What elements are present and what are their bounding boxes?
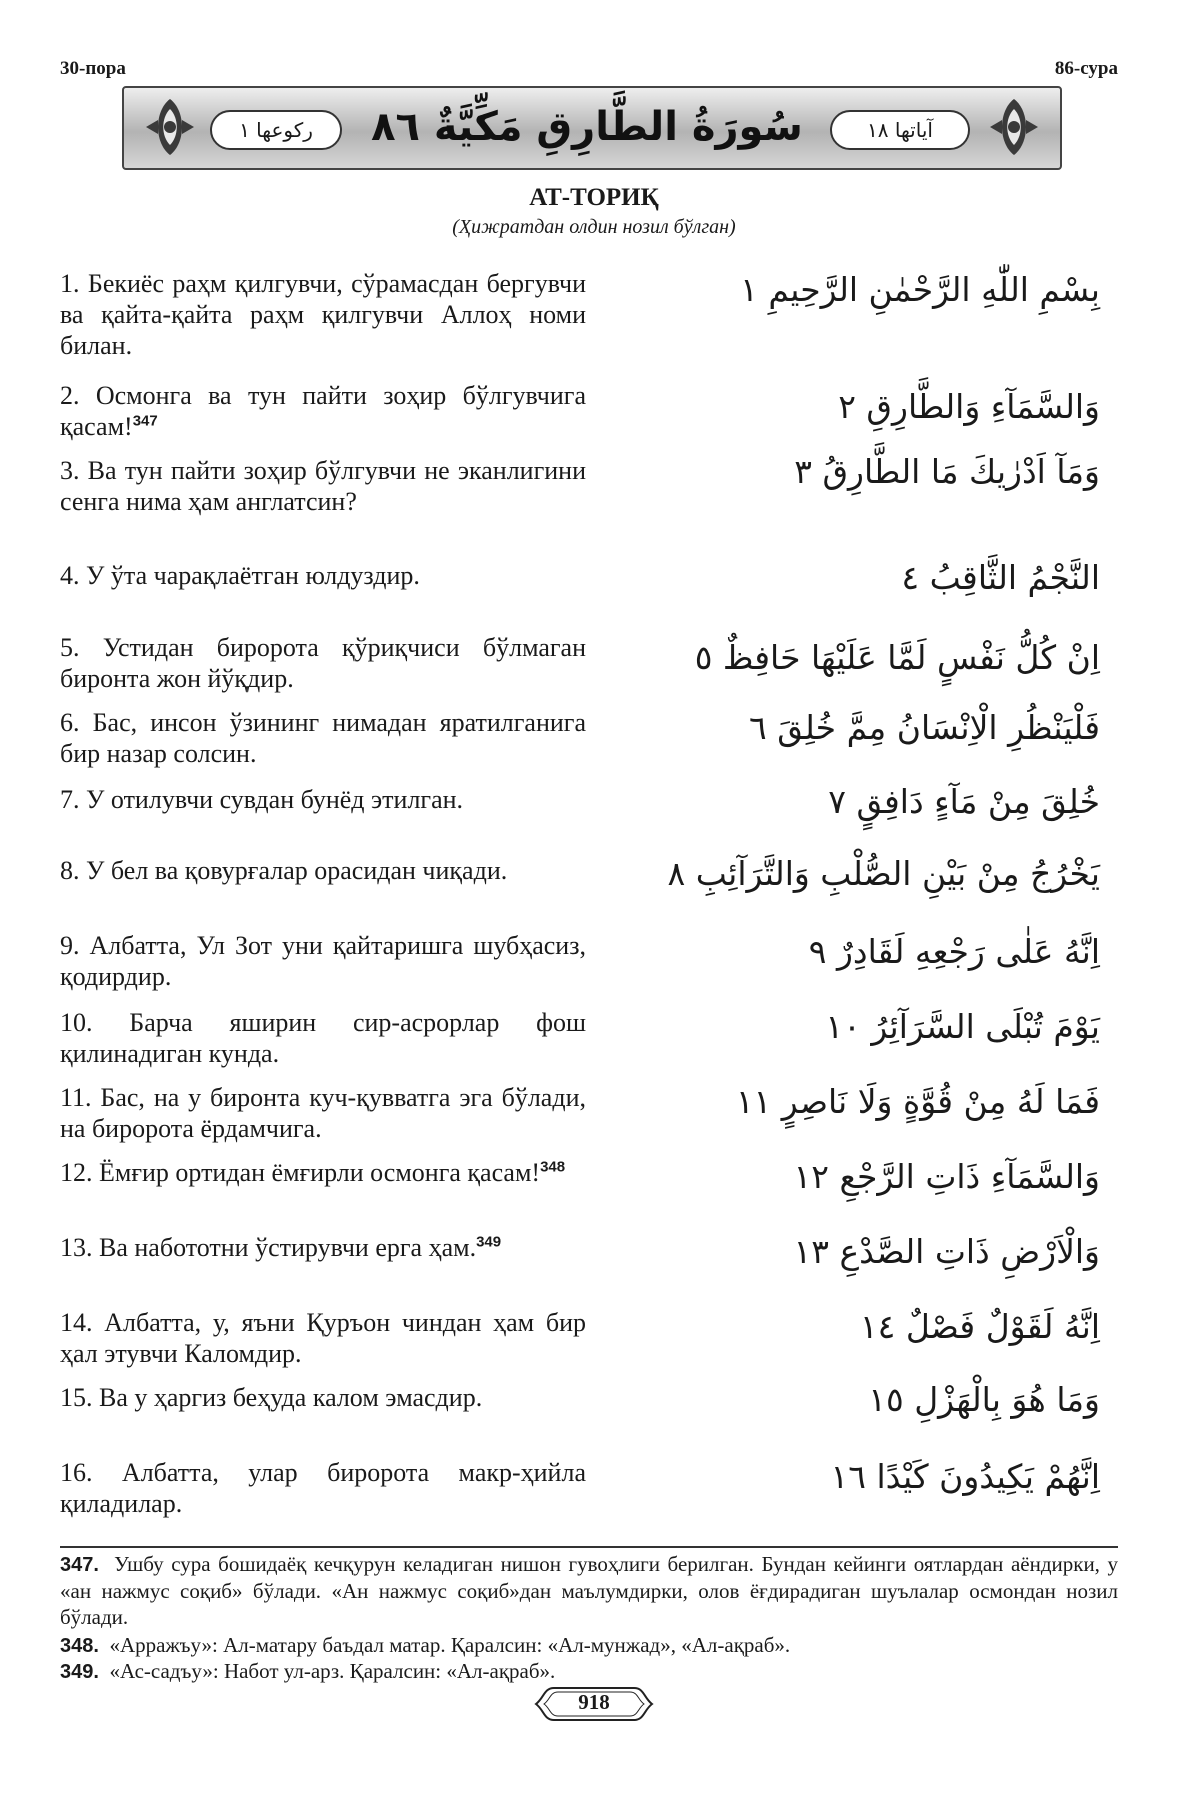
verse-translation: 6. Бас, инсон ўзининг нимадан яратилганига бир назар солсин. <box>60 708 586 768</box>
verse-arabic: اِنَّهُمْ يَكِيدُونَ كَيْدًا ١٦ <box>830 1457 1100 1496</box>
verse-arabic: وَالسَّمَآءِ وَالطَّارِقِ ٢ <box>838 387 1100 426</box>
surah-subtitle: (Ҳижратдан олдин нозил бўлган) <box>452 216 736 238</box>
verse-translation: 1. Бекиёс раҳм қилгувчи, сўрамасдан бергувчи ва қайта-қайта раҳм қилгувчи Аллоҳ номи билан. <box>60 269 586 360</box>
verse-arabic: اِنَّهُ لَقَوْلٌ فَصْلٌ ١٤ <box>859 1307 1100 1346</box>
verse-translation: 11. Бас, на у биронта куч-қувватга эга бўлади, на биророта ёрдамчига. <box>60 1083 586 1143</box>
ayah-count-badge: آياتها ١٨ <box>830 110 970 150</box>
verse-translation: 3. Ва тун пайти зоҳир бўлгувчи не эканлигини сенга нима ҳам англатсин? <box>60 456 586 516</box>
verse-arabic: فَمَا لَهُ مِنْ قُوَّةٍ وَلَا نَاصِرٍ ١١ <box>735 1082 1100 1121</box>
surah-title: АТ-ТОРИҚ <box>529 184 659 211</box>
verse-translation: 14. Албатта, у, яъни Қуръон чиндан ҳам бир ҳал этувчи Каломдир. <box>60 1308 586 1368</box>
footnote-ref: 348 <box>540 1158 566 1176</box>
footnote-number: 348. <box>60 1635 99 1657</box>
footnote-ref: 347 <box>132 412 158 430</box>
ruku-count-badge: رکوعها ١ <box>210 110 342 150</box>
footnote-divider <box>60 1546 1118 1548</box>
verse-translation: 13. Ва набототни ўстирувчи ерга ҳам.$^{349}$ <box>60 1233 502 1262</box>
verse-arabic: يَخْرُجُ مِنْ بَيْنِ الصُّلْبِ وَالتَّرَآئِبِ ٨ <box>667 854 1100 893</box>
verse-translation: 12. Ёмғир ортидан ёмғирли осмонга қасам!$^{348}$ <box>60 1158 566 1187</box>
verse-arabic: وَمَآ اَدْرٰيكَ مَا الطَّارِقُ ٣ <box>794 452 1100 491</box>
footnote: 347. Ушбу сура бошидаёқ кечқурун келадиган нишон гувоҳлиги берилган. Бундан кейинги оятлардан аёндирки, у «ан нажмус соқиб» бўлади. «Ан нажмус соқиб»дан маълумдирки, олов ёғдирадиган шуълалар осмондан нозил бўлади. <box>60 1552 1118 1629</box>
verse-translation: 2. Осмонга ва тун пайти зоҳир бўлгувчига қасам!$^{347}$ <box>60 381 586 441</box>
arabic-surah-title: سُورَةُ الطَّارِقِ مَكِّيَّةٌ ٨٦ <box>371 104 803 150</box>
verse-translation: 4. У ўта чарақлаётган юлдуздир. <box>60 561 420 590</box>
verse-arabic: يَوْمَ تُبْلَى السَّرَآئِرُ ١٠ <box>825 1007 1100 1046</box>
footnote: 348. «Арражъу»: Ал-матару баъдал матар. Қаралсин: «Ал-мунжад», «Ал-ақраб». <box>60 1633 791 1657</box>
verse-arabic: خُلِقَ مِنْ مَآءٍ دَافِقٍ ٧ <box>828 782 1100 821</box>
juz-label: 30-пора <box>60 58 126 79</box>
verse-translation: 15. Ва у ҳаргиз беҳуда калом эмасдир. <box>60 1383 483 1412</box>
verse-arabic: وَمَا هُوَ بِالْهَزْلِ ١٥ <box>868 1380 1100 1419</box>
verse-arabic: اِنْ كُلُّ نَفْسٍ لَمَّا عَلَيْهَا حَافِظٌ ٥ <box>694 638 1100 677</box>
page-number-frame <box>532 1682 656 1726</box>
verse-translation: 16. Албатта, улар биророта макр-ҳийла қиладилар. <box>60 1458 586 1518</box>
verse-arabic: وَالْاَرْضِ ذَاتِ الصَّدْعِ ١٣ <box>793 1232 1100 1271</box>
floral-ornament-icon <box>988 96 1040 158</box>
verse-arabic: اِنَّهُ عَلٰى رَجْعِهِ لَقَادِرٌ ٩ <box>808 932 1100 971</box>
verse-translation: 7. У отилувчи сувдан бунёд этилган. <box>60 785 464 814</box>
verse-translation: 8. У бел ва қовурғалар орасидан чиқади. <box>60 856 508 885</box>
verse-arabic: وَالسَّمَآءِ ذَاتِ الرَّجْعِ ١٢ <box>793 1157 1100 1196</box>
footnote-number: 349. <box>60 1661 99 1683</box>
footnote-number: 347. <box>60 1554 99 1576</box>
verse-arabic: فَلْيَنْظُرِ الْاِنْسَانُ مِمَّ خُلِقَ ٦ <box>749 708 1100 747</box>
verse-arabic: النَّجْمُ الثَّاقِبُ ٤ <box>901 558 1100 597</box>
floral-ornament-icon <box>144 96 196 158</box>
footnote-ref: 349 <box>476 1233 502 1251</box>
verse-translation: 9. Албатта, Ул Зот уни қайтаришга шубҳасиз, қодирдир. <box>60 931 586 991</box>
surah-number-label: 86-сура <box>1054 58 1118 79</box>
footnote: 349. «Ас-садъу»: Набот ул-арз. Қаралсин: «Ал-ақраб». <box>60 1659 556 1683</box>
verse-translation: 5. Устидан биророта қўриқчиси бўлмаган биронта жон йўқдир. <box>60 633 586 693</box>
verse-arabic: بِسْمِ اللّٰهِ الرَّحْمٰنِ الرَّحِيمِ ١ <box>740 270 1100 309</box>
surah-banner <box>122 86 1062 170</box>
page-number: 918 <box>578 1690 610 1714</box>
verse-translation: 10. Барча яширин сир-асрорлар фош қилинадиган кунда. <box>60 1008 586 1068</box>
